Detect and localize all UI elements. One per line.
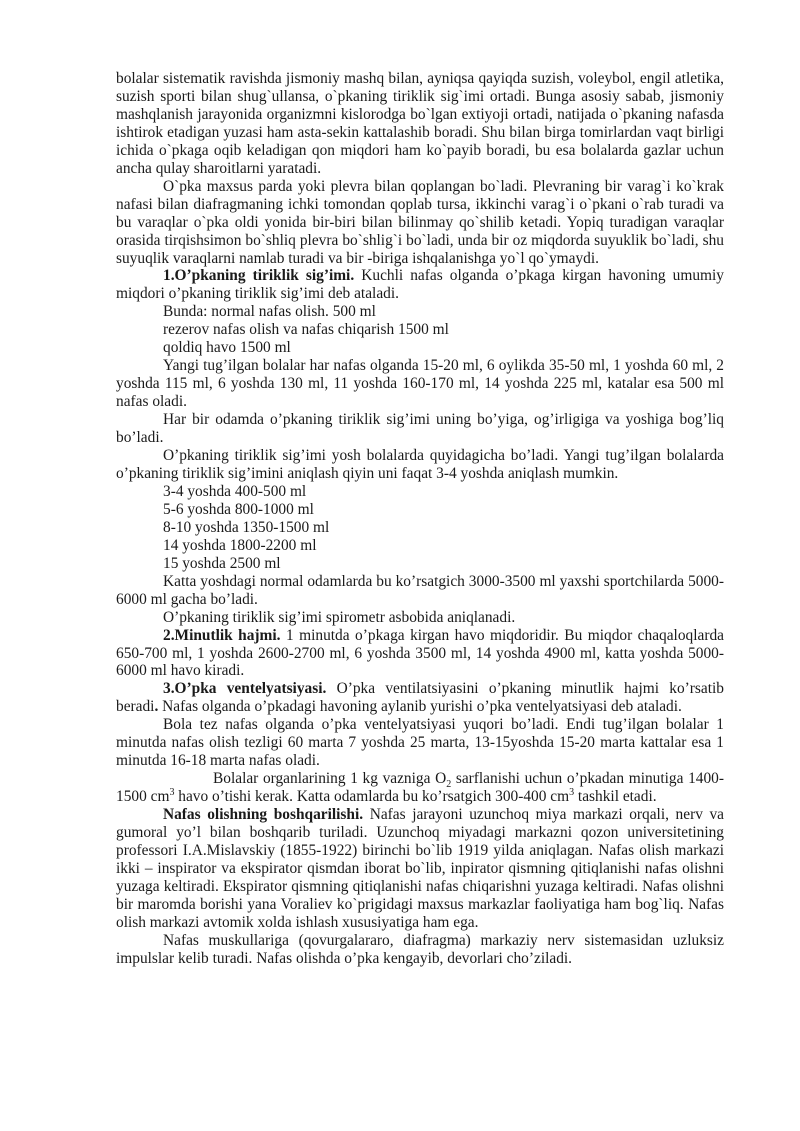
list-item: 5-6 yoshda 800-1000 ml: [163, 500, 314, 518]
text-span: Bolalar organlarining 1 kg vazniga O: [213, 770, 447, 788]
section-ventelyatsiya: [116, 680, 724, 716]
section-text: Nafas jarayoni uzunchoq miya markazi orqali, nerv va gumoral yo’l bilan boshqarib turiladi. Uzunchoq miyadagi markazni qozon universitetining professori I.A.Mislavskiy (1855-1922) birinchi bo`lib 1919 yilda aniqlagan. Nafas olish markazi ikki – inspirator va ekspirator qismdan iborat bo`lib, inpirator qismning qitiqlanishi nafas olishni yuzaga keltiradi. Ekspirator qismning qitiqlanishi nafas chiqarishni yuzaga keltiradi. Nafas olishni bir maromda borishi yana Voraliev ko`prigidagi maxsus markazlar faoliyatiga ham bog`liq. Nafas olish markazi avtomik xolda ishlash xususiyatiga ham ega.: [116, 806, 725, 931]
list-item: 8-10 yoshda 1350-1500 ml: [163, 518, 330, 536]
section-tiriklik-sigimi: [116, 267, 724, 303]
superscript: 3: [569, 787, 575, 798]
section-text-dot: .: [154, 698, 159, 716]
list-item: qoldiq havo 1500 ml: [163, 339, 291, 357]
text-span: sarflanishi uchun o’pkadan minutiga 1400-1500 cm: [116, 770, 724, 806]
paragraph-o2-sarfi: [116, 770, 724, 806]
paragraph-har-bir: Har bir odamda o’pkaning tiriklik sig’imi uning bo’yiga, og’irligiga va yoshiga bog’liq bo’ladi.: [116, 411, 724, 447]
section-minutlik-hajmi: [116, 627, 724, 681]
paragraph-plevra: O`pka maxsus parda yoki plevra bilan qoplangan bo`ladi. Plevraning bir varag`i ko`krak nafasi bilan diafragmaning ichki tomondan qoplab tursa, ikkinchi varag`i o`pkani o`rab turadi va bu varaqlar o`pka oldi yonida bir-biri bilan bilinmay qo`shilib ketadi. Yopiq turadigan varaqlar orasida tirqishsimon bo`shliq plevra bo`shlig`i bo`ladi, unda bir oz miqdorda suyuklik bo`ladi, shu suyuqlik varaqlarni namlab turadi va bir -biriga ishqalanishga yo`l qo`ymaydi.: [116, 177, 724, 267]
section-boshqarilish: [116, 806, 724, 932]
list-item: 15 yoshda 2500 ml: [163, 554, 281, 572]
section-heading: 3.O’pka ventelyatsiyasi.: [163, 680, 327, 698]
section-text: O’pka ventilatsiyasini o’pkaning minutlik hajmi ko’rsatib beradi: [116, 680, 724, 716]
superscript: 3: [169, 787, 175, 798]
list-item: 3-4 yoshda 400-500 ml: [163, 482, 307, 500]
section-heading: 2.Minutlik hajmi.: [163, 626, 281, 644]
subscript: 2: [446, 779, 452, 791]
list-item: 14 yoshda 1800-2200 ml: [163, 536, 317, 554]
section-text: Kuchli nafas olganda o’pkaga kirgan havoning umumiy miqdori o’pkaning tiriklik sig’imi deb ataladi.: [116, 267, 724, 303]
section-text: 1 minutda o’pkaga kirgan havo miqdoridir. Bu miqdor chaqaloqlarda 650-700 ml, 1 yoshda 2600-2700 ml, 6 yoshda 3500 ml, 14 yoshda 4900 ml, katta yoshda 5000-6000 ml havo kiradi.: [116, 626, 724, 680]
paragraph-katta-yosh: Katta yoshdagi normal odamlarda bu ko’rsatgich 3000-3500 ml yaxshi sportchilarda 5000-6000 ml gacha bo’ladi.: [116, 572, 724, 608]
section-heading: Nafas olishning boshqarilishi.: [163, 806, 364, 824]
paragraph-muskullar: Nafas muskullariga (qovurgalararo, diafragma) markaziy nerv sistemasidan uzluksiz impulslar kelib turadi. Nafas olishda o’pka kengayib, devorlari cho’ziladi.: [116, 931, 724, 967]
paragraph-intro: bolalar sistematik ravishda jismoniy mashq bilan, ayniqsa qayiqda suzish, voleybol, engil atletika, suzish sporti bilan shug`ullansa, o`pkaning tiriklik sig`imi ortadi. Bunga asosiy sabab, jismoniy mashqlanish jarayonida organizmni kislorodga bo`lgan extiyoji ortadi, natijada o`pkaning nafasda ishtirok etadigan yuzasi ham asta-sekin kattalashib boradi. Shu bilan birga tomirlardan vaqt birligi ichida o`pkaga oqib keladigan qon miqdori ham ko`payib boradi, bu esa bolalarda gazlar uchun ancha qulay sharoitlarni yaratadi.: [116, 70, 724, 177]
list-item: rezerov nafas olish va nafas chiqarish 1500 ml: [163, 321, 449, 339]
text-span: havo o’tishi kerak. Katta odamlarda bu ko’rsatgich 300-400 cm: [174, 788, 570, 806]
paragraph-bola-tez: Bola tez nafas olganda o’pka ventelyatsiyasi yuqori bo’ladi. Endi tug’ilgan bolalar 1 minutda nafas olish tezligi 60 marta 7 yoshda 25 marta, 13-15yoshda 15-20 marta kattalar esa 1 minutda 16-18 marta nafas oladi.: [116, 716, 724, 770]
document-page: [116, 70, 724, 968]
list-item: Bunda: normal nafas olish. 500 ml: [163, 303, 376, 321]
section-heading: 1.O’pkaning tiriklik sig’imi.: [163, 267, 355, 285]
section-text: Nafas olganda o’pkadagi havoning aylanib yurishi o’pka ventelyatsiyasi deb ataladi.: [158, 698, 682, 716]
paragraph-spirometr: O’pkaning tiriklik sig’imi spirometr asbobida aniqlanadi.: [163, 608, 516, 626]
text-span: tashkil etadi.: [574, 788, 657, 806]
paragraph-yangi: Yangi tug’ilgan bolalar har nafas olganda 15-20 ml, 6 oylikda 35-50 ml, 1 yoshda 60 ml, 2 yoshda 115 ml, 6 yoshda 130 ml, 11 yoshda 160-170 ml, 14 yoshda 225 ml, katalar esa 500 ml nafas oladi.: [116, 357, 724, 411]
paragraph-yosh-bolalar: O’pkaning tiriklik sig’imi yosh bolalarda quyidagicha bo’ladi. Yangi tug’ilgan bolalarda o’pkaning tiriklik sig’imini aniqlash qiyin uni faqat 3-4 yoshda aniqlash mumkin.: [116, 447, 724, 482]
